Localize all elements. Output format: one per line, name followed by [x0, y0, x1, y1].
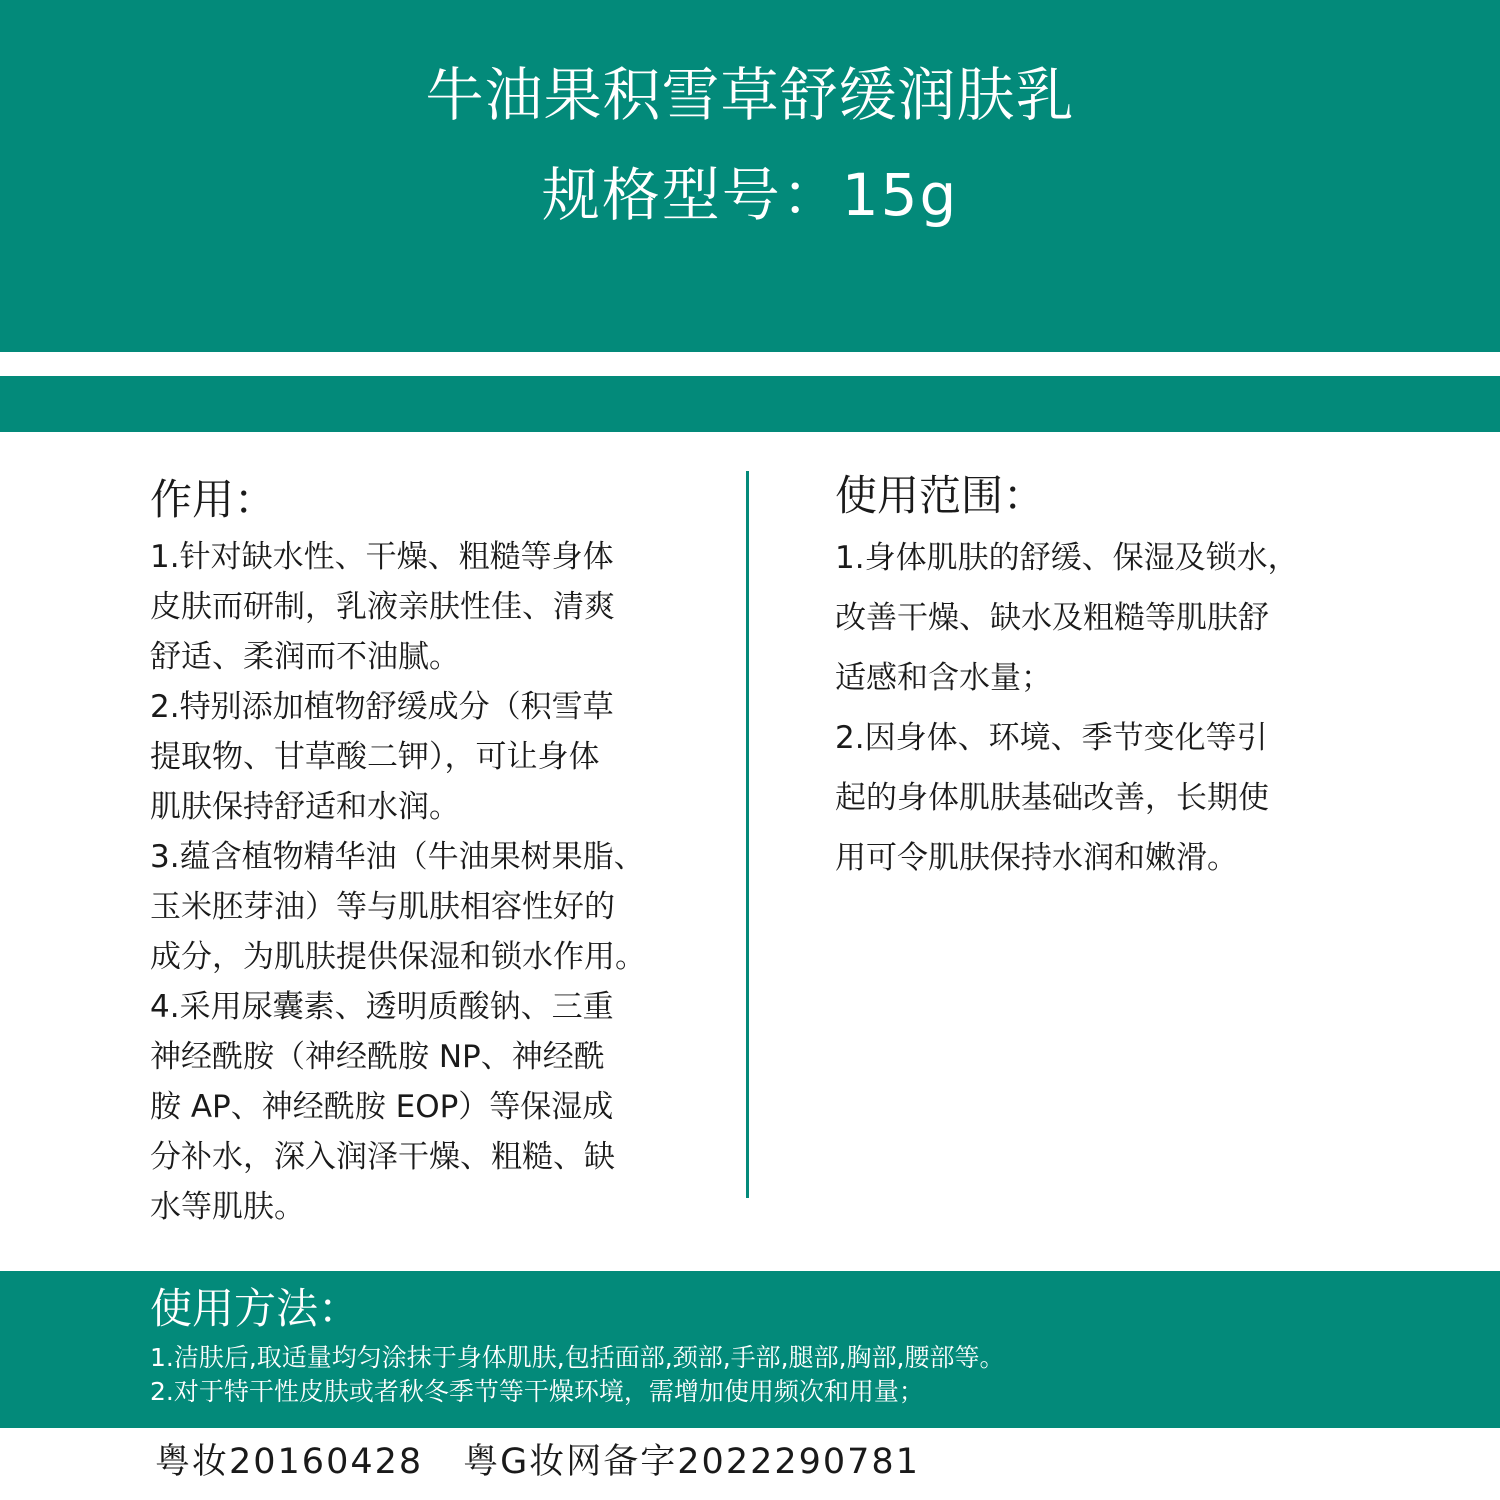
effects-line: 3.蕴含植物精华油（牛油果树果脂、 — [150, 839, 645, 875]
effects-line: 2.特别添加植物舒缓成分（积雪草 — [150, 689, 614, 725]
effects-line: 舒适、柔润而不油腻。 — [150, 639, 460, 675]
effects-line: 成分，为肌肤提供保湿和锁水作用。 — [150, 939, 646, 975]
usage-line: 2.对于特干性皮肤或者秋冬季节等干燥环境，需增加使用频次和用量； — [150, 1377, 924, 1406]
effects-line: 1.针对缺水性、干燥、粗糙等身体 — [150, 539, 614, 575]
effects-section — [150, 472, 710, 1232]
effects-line: 皮肤而研制，乳液亲肤性佳、清爽 — [150, 589, 615, 625]
product-title: 牛油果积雪草舒缓润肤乳 — [425, 61, 1075, 129]
effects-line: 神经酰胺（神经酰胺 NP、神经酰 — [150, 1039, 605, 1075]
scope-line: 2.因身体、环境、季节变化等引 — [835, 720, 1268, 756]
column-divider — [746, 471, 749, 1198]
effects-line: 玉米胚芽油）等与肌肤相容性好的 — [150, 889, 615, 925]
usage-section — [0, 1271, 1500, 1428]
effects-line: 4.采用尿囊素、透明质酸钠、三重 — [150, 989, 614, 1025]
scope-line: 用可令肌肤保持水润和嫩滑。 — [835, 840, 1238, 876]
scope-heading: 使用范围： — [835, 471, 1046, 520]
scope-text — [835, 528, 1355, 888]
effects-line: 胺 AP、神经酰胺 EOP）等保湿成 — [150, 1089, 614, 1125]
scope-line: 改善干燥、缺水及粗糙等肌肤舒 — [835, 600, 1269, 636]
effects-line: 分补水，深入润泽干燥、粗糙、缺 — [150, 1139, 615, 1175]
effects-line: 水等肌肤。 — [150, 1189, 305, 1225]
license-number: 粤妆20160428 — [155, 1442, 424, 1482]
scope-line: 起的身体肌肤基础改善，长期使 — [835, 780, 1269, 816]
scope-line: 1.身体肌肤的舒缓、保湿及锁水， — [835, 540, 1299, 576]
top-banner — [0, 0, 1500, 352]
effects-text — [150, 532, 710, 1232]
effects-heading: 作用： — [150, 475, 277, 524]
scope-section — [835, 468, 1355, 888]
footer-registration — [155, 1437, 960, 1487]
product-spec: 规格型号：15g — [541, 161, 959, 229]
effects-line: 提取物、甘草酸二钾），可让身体 — [150, 739, 600, 775]
scope-line: 适感和含水量； — [835, 660, 1052, 696]
filing-number: 粤G妆网备字2022290781 — [463, 1442, 920, 1482]
effects-line: 肌肤保持舒适和水润。 — [150, 789, 460, 825]
usage-line: 1.洁肤后,取适量均匀涂抹于身体肌肤,包括面部,颈部,手部,腿部,胸部,腰部等。 — [150, 1343, 1005, 1372]
usage-heading: 使用方法： — [150, 1284, 361, 1333]
accent-band — [0, 376, 1500, 432]
